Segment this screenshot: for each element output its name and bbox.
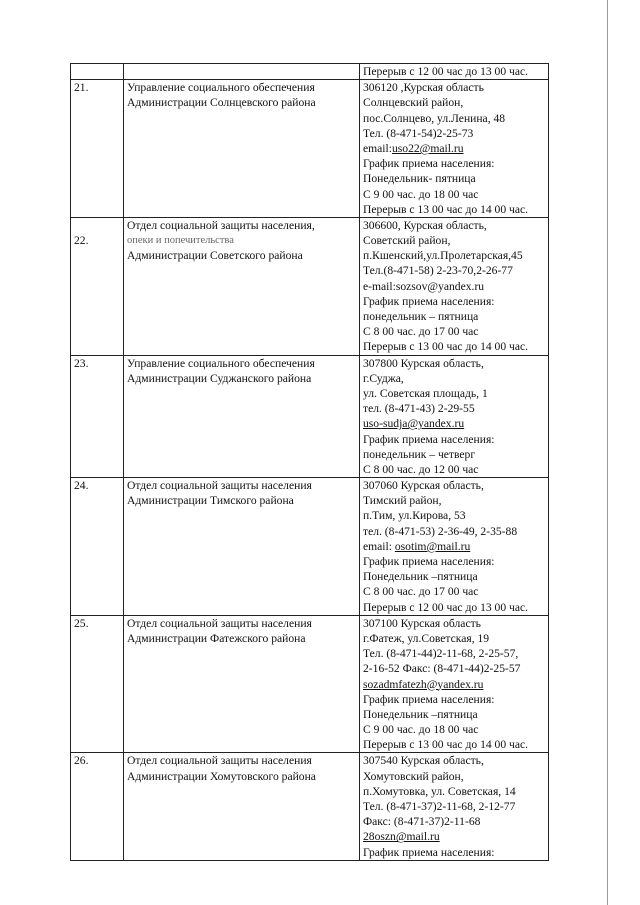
organization-name-line: Отдел социальной защиты населения, — [127, 218, 315, 232]
schedule-days: Понедельник –пятница — [363, 707, 478, 721]
social-services-table — [70, 63, 549, 861]
address-line: пос.Солнцево, ул.Ленина, 48 — [363, 111, 506, 125]
address-line: п.Хомутовка, ул. Советская, 14 — [363, 784, 516, 798]
organization-name — [124, 478, 360, 616]
row-number: 26. — [71, 753, 124, 860]
address-line: 307100 Курская область — [363, 616, 481, 630]
organization-name — [124, 80, 360, 218]
row-number: 24. — [71, 478, 124, 616]
contact-info — [360, 355, 549, 478]
schedule-days: понедельник – пятница — [363, 310, 479, 323]
organization-name-line: Управление социального обеспечения — [127, 81, 315, 95]
schedule-hours: С 9 00 час. до 18 00 час — [363, 187, 479, 201]
phone-line: 2-16-52 Факс: (8-471-44)2-25-57 — [363, 662, 521, 676]
contact-info — [360, 64, 549, 80]
table-row — [71, 478, 549, 616]
email-link[interactable]: email:uso22@mail.ru — [363, 141, 464, 155]
row-number: 25. — [71, 615, 124, 753]
address-line: 306600, Курская область, — [363, 218, 487, 232]
row-number: 22. — [71, 217, 124, 355]
table-row — [71, 217, 549, 355]
phone-line: тел. (8-471-53) 2-36-49, 2-35-88 — [363, 524, 518, 538]
address-line: 307060 Курская область, — [363, 479, 484, 493]
schedule-hours: С 8 00 час. до 12 00 час — [363, 462, 479, 476]
organization-name — [124, 217, 360, 355]
organization-name-line: Администрации Советского района — [127, 249, 303, 263]
email-address[interactable]: uso22@mail.ru — [391, 141, 464, 155]
contact-info — [360, 478, 549, 616]
schedule-hours: С 9 00 час. до 18 00 час — [363, 723, 479, 737]
table-row — [71, 80, 549, 218]
address-line: 307540 Курская область, — [363, 754, 484, 768]
phone-line: тел. (8-471-43) 2-29-55 — [363, 402, 475, 416]
address-line: г.Суджа, — [363, 371, 404, 385]
address-line: ул. Советская площадь, 1 — [363, 386, 488, 400]
schedule-break: Перерыв с 13 00 час до 14 00 час. — [363, 202, 529, 216]
row-number: 21. — [71, 80, 124, 218]
phone-line: Тел. (8-471-37)2-11-68, 2-12-77 — [363, 800, 516, 813]
schedule-heading: График приема населения: — [363, 294, 495, 308]
email-address[interactable]: osotim@mail.ru — [394, 539, 471, 553]
schedule-days: Понедельник –пятница — [363, 570, 478, 584]
table-row — [71, 615, 549, 753]
organization-name-line: Администрации Тимского района — [127, 494, 294, 508]
organization-name — [124, 64, 360, 80]
contact-info — [360, 80, 549, 218]
email-link[interactable]: sozadmfatezh@yandex.ru — [363, 677, 484, 691]
organization-name — [124, 615, 360, 753]
address-line: п.Тим, ул.Кирова, 53 — [363, 509, 466, 523]
scan-page-edge — [607, 0, 608, 905]
schedule-heading: График приема населения: — [363, 845, 495, 859]
fax-line: Факс: (8-471-37)2-11-68 — [363, 815, 481, 829]
email-link[interactable]: 28oszn@mail.ru — [363, 830, 440, 844]
table-row — [71, 753, 549, 860]
address-line: Солнцевский район, — [363, 96, 464, 110]
table-row — [71, 355, 549, 478]
schedule-days: Понедельник- пятница — [363, 172, 476, 186]
address-line: 307800 Курская область, — [363, 356, 484, 370]
email-line: e-mail:sozsov@yandex.ru — [363, 279, 485, 293]
schedule-heading: График приема населения: — [363, 157, 495, 171]
schedule-heading: График приема населения: — [363, 555, 495, 568]
schedule-break: Перерыв с 13 00 час до 14 00 час. — [363, 738, 529, 752]
contact-info — [360, 615, 549, 753]
organization-name-line: Управление социального обеспечения — [127, 356, 315, 370]
organization-name-line: Администрации Фатежского района — [127, 631, 306, 645]
row-number — [71, 64, 124, 80]
schedule-heading: График приема населения: — [363, 692, 495, 706]
organization-name-line: Администрации Хомутовского района — [127, 769, 316, 783]
table-body — [71, 64, 549, 861]
contact-line: Перерыв с 12 00 час до 13 00 час. — [363, 65, 529, 78]
contact-info — [360, 217, 549, 355]
contact-info — [360, 753, 549, 860]
schedule-heading: График приема населения: — [363, 432, 495, 446]
phone-line: Тел. (8-471-54)2-25-73 — [363, 126, 474, 140]
row-number: 23. — [71, 355, 124, 478]
organization-name-line: Отдел социальной защиты населения — [127, 754, 312, 768]
schedule-days: понедельник – четверг — [363, 447, 476, 461]
schedule-break: Перерыв с 13 00 час до 14 00 час. — [363, 340, 529, 354]
organization-name-line: Администрации Солнцевского района — [127, 96, 316, 110]
address-line: Тимский район, — [363, 494, 442, 508]
table-row — [71, 64, 549, 80]
organization-name — [124, 355, 360, 478]
schedule-break: Перерыв с 12 00 час до 13 00 час. — [363, 600, 529, 614]
organization-name-line: Отдел социальной защиты населения — [127, 479, 312, 493]
phone-line: Тел. (8-471-44)2-11-68, 2-25-57, — [363, 647, 519, 661]
schedule-hours: С 8 00 час. до 17 00 час — [363, 585, 479, 599]
phone-line: Тел.(8-471-58) 2-23-70,2-26-77 — [363, 264, 513, 278]
address-line: г.Фатеж, ул.Советская, 19 — [363, 631, 490, 645]
address-line: Хомутовский район, — [363, 769, 464, 783]
organization-name-line: Администрации Суджанского района — [127, 371, 312, 385]
organization-name-line: Отдел социальной защиты населения — [127, 616, 312, 630]
email-link[interactable]: email: osotim@mail.ru — [363, 539, 471, 553]
organization-name — [124, 753, 360, 860]
organization-name-line: опеки и попечительства — [127, 235, 234, 247]
address-line: п.Кшенский,ул.Пролетарская,45 — [363, 249, 523, 263]
schedule-hours: С 8 00 час. до 17 00 час — [363, 325, 479, 339]
address-line: 306120 ,Курская область — [363, 81, 484, 95]
email-link[interactable]: uso-sudja@yandex.ru — [363, 417, 465, 431]
address-line: Советский район, — [363, 234, 451, 248]
